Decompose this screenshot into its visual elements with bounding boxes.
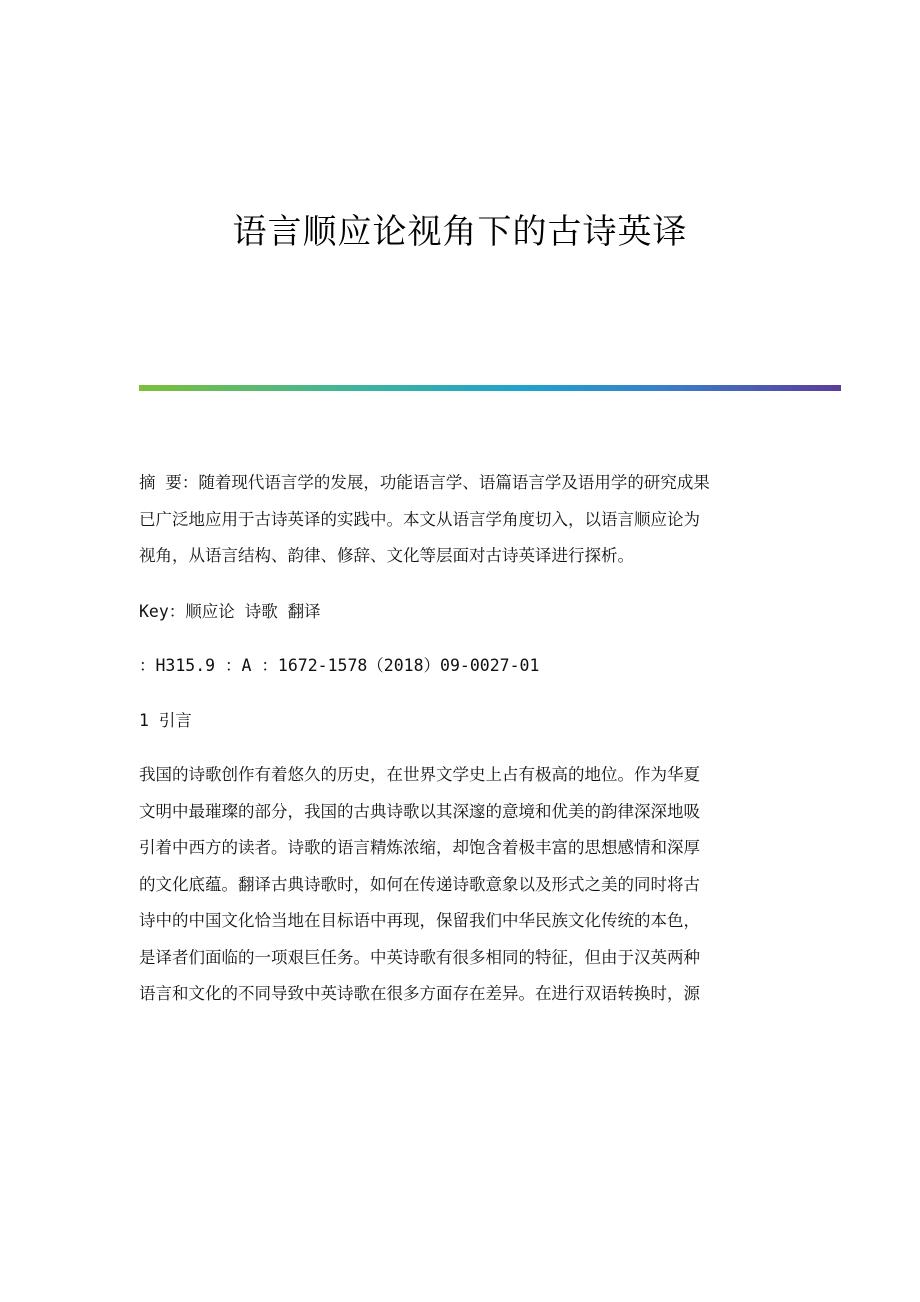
page-title: 语言顺应论视角下的古诗英译 <box>232 212 688 252</box>
classification-line: ：H315.9 ：A ：1672-1578（2018）09-0027-01 <box>139 656 540 675</box>
body-line: 是译者们面临的一项艰巨任务。中英诗歌有很多相同的特征，但由于汉英两种 <box>139 947 700 967</box>
abstract-line: 已广泛地应用于古诗英译的实践中。本文从语言学角度切入，以语言顺应论为 <box>139 509 700 529</box>
abstract-paragraph <box>139 465 779 575</box>
body-line: 文明中最璀璨的部分，我国的古典诗歌以其深邃的意境和优美的韵律深深地吸 <box>139 801 700 821</box>
body-line: 我国的诗歌创作有着悠久的历史，在世界文学史上占有极高的地位。作为华夏 <box>139 765 700 784</box>
abstract-line: 视角，从语言结构、韵律、修辞、文化等层面对古诗英译进行探析。 <box>139 546 634 565</box>
body-line: 语言和文化的不同导致中英诗歌在很多方面存在差异。在进行双语转换时，源 <box>139 984 700 1003</box>
title-divider <box>139 385 841 391</box>
body-paragraph <box>139 757 779 1013</box>
keywords-line: Key：顺应论 诗歌 翻译 <box>139 601 321 621</box>
section-heading: 1 引言 <box>139 710 192 730</box>
article-content <box>139 465 779 1013</box>
body-line: 引着中西方的读者。诗歌的语言精炼浓缩，却饱含着极丰富的思想感情和深厚 <box>139 838 700 857</box>
abstract-line: 摘 要：随着现代语言学的发展，功能语言学、语篇语言学及语用学的研究成果 <box>139 473 710 492</box>
body-line: 诗中的中国文化恰当地在目标语中再现，保留我们中华民族文化传统的本色， <box>139 911 700 930</box>
body-line: 的文化底蕴。翻译古典诗歌时，如何在传递诗歌意象以及形式之美的同时将古 <box>139 874 700 894</box>
